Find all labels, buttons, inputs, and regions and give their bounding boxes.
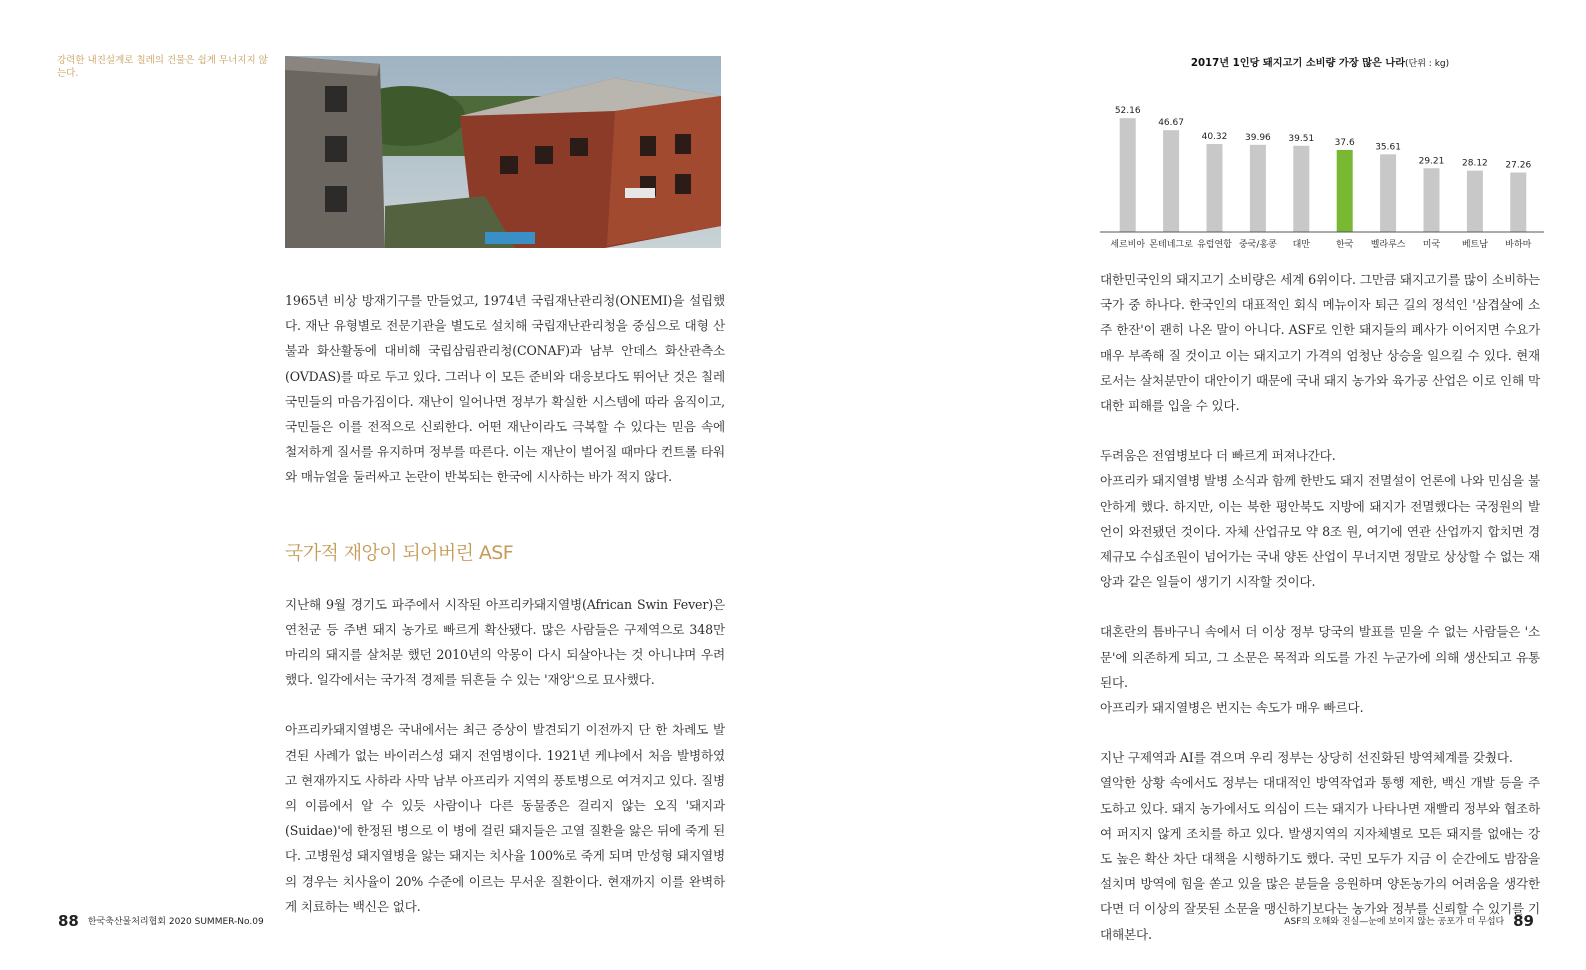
- body-paragraph: 아프리카돼지열병은 국내에서는 최근 증상이 발견되기 이전까지 단 한 차례도 발견된 사례가 없는 바이러스성 돼지 전염병이다. 1921년 케냐에서 처음 발병하였고 현재까지도 사하라 사막 남부 아프리카 지역의 풍토병으로 여겨지고 있다. 질병의 이름에서 알 수 있듯 사람이나 다른 동물종은 걸리지 않는 오직 '돼지과(Suidae)'에 한정된 병으로 이 병에 걸린 돼지들은 고열 질환을 앓은 뒤에 죽게 된다. 고병원성 돼지열병을 앓는 돼지는 치사율 100%로 죽게 되며 만성형 돼지열병의 경우는 치사율이 20% 수준에 이르는 무서운 질환이다. 현재까지 이를 완벽하게 치료하는 백신은 없다.: [285, 722, 725, 914]
- left-column: [285, 288, 725, 919]
- value-label: 52.16: [1114, 106, 1141, 117]
- body-paragraph: 대한민국인의 돼지고기 소비량은 세계 6위이다. 그만큼 돼지고기를 많이 소비하는 국가 중 하나다. 한국인의 대표적인 회식 메뉴이자 퇴근 길의 정석인 '삼겹살에 소주 한잔'이 괜히 나온 말이 아니다. ASF로 인한 돼지들의 폐사가 이어지면 수요가 매우 부족해 질 것이고 이는 돼지고기 가격의 엄청난 상승을 일으킬 수 있다. 현재로서는 살처분만이 대안이기 때문에 국내 돼지 농가와 육가공 산업은 이로 인해 막대한 피해를 입을 수 있다.: [1100, 272, 1540, 414]
- category-label: 대만: [1292, 240, 1310, 250]
- category-label: 한국: [1336, 240, 1354, 250]
- category-label: 중국/홍콩: [1238, 240, 1277, 250]
- section-title: 국가적 재앙이 되어버린 ASF: [285, 541, 514, 564]
- value-label: 37.6: [1334, 137, 1355, 148]
- body-paragraph: 대혼란의 틈바구니 속에서 더 이상 정부 당국의 발표를 믿을 수 없는 사람들은 '소문'에 의존하게 되고, 그 소문은 목적과 의도를 가진 누군가에 의해 생산되고 유통된다.: [1100, 624, 1540, 690]
- photo-caption: 강력한 내진설계로 칠레의 건물은 쉽게 무너지지 않는다.: [57, 55, 268, 79]
- building-photo: [285, 56, 721, 248]
- page-number: 88: [58, 912, 79, 930]
- bar-2: [1163, 130, 1179, 232]
- bar-7: [1380, 154, 1396, 232]
- bar-1: [1120, 118, 1136, 232]
- bar-8: [1424, 168, 1440, 232]
- bar-4: [1250, 145, 1266, 232]
- category-label: 미국: [1422, 240, 1441, 250]
- category-label: 벨라루스: [1370, 240, 1406, 250]
- value-label: 27.26: [1505, 160, 1532, 171]
- left-footer: [52, 912, 264, 930]
- body-paragraph: 아프리카 돼지열병은 번지는 속도가 매우 빠르다.: [1100, 700, 1364, 716]
- bar-6: [1337, 150, 1353, 232]
- pork-consumption-chart: [1100, 100, 1550, 256]
- body-paragraph: 지난해 9월 경기도 파주에서 시작된 아프리카돼지열병(African Swin Fever)은 연천군 등 주변 돼지 농가로 빠르게 확산됐다. 많은 사람들은 구제역으로 348만 마리의 돼지를 살처분 했던 2010년의 악몽이 다시 되살아나는 것 아니냐며 우려했다. 일각에서는 국가적 경제를 뒤흔들 수 있는 '재앙'으로 묘사했다.: [285, 596, 725, 688]
- body-paragraph: 두려움은 전염병보다 더 빠르게 퍼져나간다.: [1100, 448, 1336, 464]
- value-label: 46.67: [1158, 118, 1184, 129]
- value-label: 39.51: [1288, 133, 1315, 144]
- chart-title: [1100, 54, 1540, 69]
- footer-text: 한국축산물처리협회 2020 SUMMER-No.09: [87, 917, 264, 927]
- bar-3: [1207, 144, 1223, 232]
- value-label: 29.21: [1418, 156, 1445, 167]
- category-label: 유럽연합: [1197, 240, 1232, 250]
- bar-9: [1467, 171, 1483, 232]
- value-label: 39.96: [1245, 132, 1271, 143]
- body-paragraph: 지난 구제역과 AI를 겪으며 우리 정부는 상당히 선진화된 방역체계를 갖췄다.: [1100, 750, 1513, 766]
- chart-title-text: 2017년 1인당 돼지고기 소비량 가장 많은 나라: [1190, 58, 1406, 69]
- right-column: [1100, 267, 1540, 947]
- category-label: 바하마: [1505, 240, 1532, 250]
- value-label: 35.61: [1375, 142, 1401, 153]
- chart-unit: (단위 : kg): [1405, 59, 1450, 69]
- value-label: 28.12: [1462, 158, 1488, 169]
- footer-text: ASF의 오해와 진실—눈에 보이지 않는 공포가 더 무섭다: [1284, 917, 1505, 927]
- tilted-building-image: [285, 56, 721, 248]
- category-label: 베트남: [1461, 240, 1488, 250]
- body-paragraph: 아프리카 돼지열병 발병 소식과 함께 한반도 돼지 전멸설이 언론에 나와 민심을 불안하게 했다. 하지만, 이는 북한 평안북도 지방에 돼지가 전멸했다는 국정원의 발언이 와전됐던 것이다. 자체 산업규모 약 8조 원, 여기에 연관 산업까지 합치면 경제규모 수십조원이 넘어가는 국내 양돈 산업이 무너지면 정말로 상상할 수 없는 재앙과 같은 일들이 생기기 시작할 것이다.: [1100, 473, 1540, 590]
- category-label: 세르비아: [1110, 240, 1146, 250]
- right-footer: [1100, 912, 1540, 930]
- bar-5: [1293, 146, 1309, 232]
- page-number: 89: [1513, 912, 1534, 930]
- body-paragraph: 1965년 비상 방재기구를 만들었고, 1974년 국립재난관리청(ONEMI)을 설립했다. 재난 유형별로 전문기관을 별도로 설치해 국립재난관리청을 중심으로 대형 산불과 화산활동에 대비해 국립삼림관리청(CONAF)과 남부 안데스 화산관측소(OVDAS)를 따로 두고 있다. 그러나 이 모든 준비와 대응보다도 뛰어난 것은 칠레 국민들의 마음가짐이다. 재난이 일어나면 정부가 확실한 시스템에 따라 움직이고, 국민들은 이를 전적으로 신뢰한다. 어떤 재난이라도 극복할 수 있다는 믿음 속에 철저하게 질서를 유지하며 정부를 따른다. 이는 재난이 벌어질 때마다 컨트롤 타워와 매뉴얼을 둘러싸고 논란이 반복되는 한국에 시사하는 바가 적지 않다.: [285, 293, 725, 485]
- body-paragraph: 열악한 상황 속에서도 정부는 대대적인 방역작업과 통행 제한, 백신 개발 등을 주도하고 있다. 돼지 농가에서도 의심이 드는 돼지가 나타나면 재빨리 정부와 협조하여 퍼지지 않게 조치를 하고 있다. 발생지역의 지자체별로 모든 돼지를 없애는 강도 높은 확산 차단 대책을 시행하기도 했다. 국민 모두가 지금 이 순간에도 밤잠을 설치며 방역에 힘을 쏟고 있을 많은 분들을 응원하며 양돈농가의 어려움을 생각한다면 더 이상의 잘못된 소문을 맹신하기보다는 농가와 정부를 신뢰할 수 있기를 기대해본다.: [1100, 775, 1540, 942]
- value-label: 40.32: [1201, 132, 1228, 143]
- bar-10: [1510, 173, 1526, 232]
- category-label: 몬테네그로: [1149, 240, 1193, 250]
